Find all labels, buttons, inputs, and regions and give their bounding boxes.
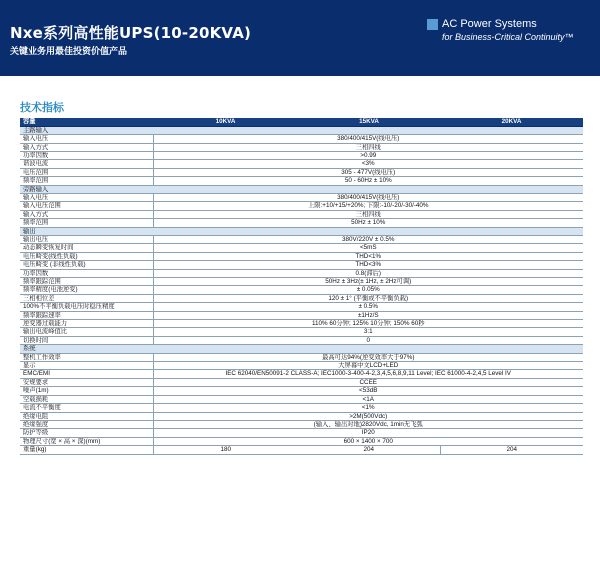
table-row: [20, 370, 583, 378]
row-value: 110% 60分钟; 125% 10分钟; 150% 60秒: [153, 320, 583, 328]
row-value: 120 ± 1° (平衡或不平衡负载): [153, 294, 583, 302]
table-row: [20, 412, 583, 420]
table-row: [20, 311, 583, 319]
table-row: [20, 378, 583, 386]
row-label: 输入电压: [20, 135, 153, 143]
section-label: 系统: [20, 345, 583, 353]
table-row: [20, 420, 583, 428]
row-value: CCEE: [153, 378, 583, 386]
row-value: 0.8(滞后): [153, 269, 583, 277]
row-value: 0: [153, 336, 583, 344]
header-15kva: 15KVA: [298, 118, 440, 126]
table-section-row: [20, 126, 583, 134]
row-value: (输入、输出对地)2820Vdc, 1min无飞弧: [153, 420, 583, 428]
row-value: 50Hz ± 3Hz(± 1Hz, ± 2Hz可调): [153, 278, 583, 286]
table-row: [20, 135, 583, 143]
header-capacity: 容量: [20, 118, 153, 126]
row-value: 305 - 477V(线电压): [153, 168, 583, 176]
row-value: ±1Hz/S: [153, 311, 583, 319]
row-value: IEC 62040/EN50091-2 CLASS-A; IEC1000-3-400-4-2,3,4,5,6,8,9,11 Level; IEC 61000-4-2,4,5 Level IV: [153, 370, 583, 378]
table-row: [20, 286, 583, 294]
table-row: [20, 429, 583, 437]
row-label: 逆变器过载能力: [20, 320, 153, 328]
row-label: 绝缘强度: [20, 420, 153, 428]
spec-table-body: [20, 126, 583, 454]
table-row: [20, 168, 583, 176]
page-subtitle: 关键业务用最佳投资价值产品: [10, 47, 128, 57]
table-row: [20, 177, 583, 185]
section-label: 主路输入: [20, 126, 583, 134]
table-row: [20, 160, 583, 168]
row-value: <1%: [153, 404, 583, 412]
row-value: 380/400/415V(线电压): [153, 135, 583, 143]
row-value: 最高可达94%(逆变效率大于97%): [153, 353, 583, 361]
row-value: 180: [153, 446, 298, 454]
table-section-row: [20, 345, 583, 353]
row-value: 204: [440, 446, 583, 454]
table-row: [20, 387, 583, 395]
row-value: 204: [298, 446, 440, 454]
section-label: 输出: [20, 227, 583, 235]
table-row: [20, 336, 583, 344]
table-row: [20, 294, 583, 302]
row-label: 切换时间: [20, 336, 153, 344]
row-label: 物理尺寸(宽 × 高 × 深)(mm): [20, 437, 153, 445]
table-row: [20, 269, 583, 277]
row-value: 380V/220V ± 0.5%: [153, 235, 583, 243]
table-row: [20, 235, 583, 243]
row-label: 输出电流峰值比: [20, 328, 153, 336]
spec-table: [20, 118, 583, 455]
row-value: 大屏幕中文LCD+LED: [153, 362, 583, 370]
row-value: ± 0.05%: [153, 286, 583, 294]
row-label: 显示: [20, 362, 153, 370]
table-row: [20, 278, 583, 286]
row-value: 380/400/415V(线电压): [153, 193, 583, 201]
row-value: 三相四线: [153, 143, 583, 151]
table-row: [20, 353, 583, 361]
table-row: [20, 404, 583, 412]
brand-tagline: for Business-Critical Continuity™: [442, 32, 574, 42]
row-label: 绝缘电阻: [20, 412, 153, 420]
row-label: 输入方式: [20, 143, 153, 151]
row-value: ± 0.5%: [153, 303, 583, 311]
row-label: 功率因数: [20, 151, 153, 159]
table-row: [20, 362, 583, 370]
row-value: 3:1: [153, 328, 583, 336]
row-label: 输出电压: [20, 235, 153, 243]
row-value: 50Hz ± 10%: [153, 219, 583, 227]
section-title: 技术指标: [20, 101, 64, 114]
row-label: 动态瞬变恢复时间: [20, 244, 153, 252]
row-label: 电流不平衡度: [20, 404, 153, 412]
table-row: [20, 151, 583, 159]
row-label: 输入电压范围: [20, 202, 153, 210]
row-label: 重量(kg): [20, 446, 153, 454]
row-label: 频率跟踪范围: [20, 278, 153, 286]
table-row: [20, 303, 583, 311]
row-label: 三相相位差: [20, 294, 153, 302]
table-row: [20, 252, 583, 260]
table-row: [20, 320, 583, 328]
row-value: 上限:+10/+15/+20%; 下限:-10/-20/-30/-40%: [153, 202, 583, 210]
row-value: <3%: [153, 160, 583, 168]
row-value: <53dB: [153, 387, 583, 395]
table-header-row: [20, 118, 583, 126]
row-value: 50 - 60Hz ± 10%: [153, 177, 583, 185]
brand-name: AC Power Systems: [442, 18, 537, 30]
header-20kva: 20KVA: [440, 118, 583, 126]
row-label: 噪声(1m): [20, 387, 153, 395]
row-label: 安规要求: [20, 378, 153, 386]
row-label: EMC/EMI: [20, 370, 153, 378]
row-label: 电压畸变 (非线性负载): [20, 261, 153, 269]
row-value: IP20: [153, 429, 583, 437]
row-value: >2M(500Vdc): [153, 412, 583, 420]
header-banner: [0, 0, 600, 76]
brand-logo-square-icon: [427, 19, 438, 30]
row-value: THD<1%: [153, 252, 583, 260]
table-row: [20, 328, 583, 336]
row-value: <5mS: [153, 244, 583, 252]
table-section-row: [20, 227, 583, 235]
row-label: 电压畸变(线性负载): [20, 252, 153, 260]
section-label: 旁路输入: [20, 185, 583, 193]
row-label: 空载损耗: [20, 395, 153, 403]
table-row: [20, 446, 583, 454]
table-row: [20, 210, 583, 218]
page-title: Nxe系列高性能UPS(10-20KVA): [10, 24, 252, 42]
table-row: [20, 193, 583, 201]
row-label: 功率因数: [20, 269, 153, 277]
row-label: 频率精度(电池逆变): [20, 286, 153, 294]
row-label: 输入电压: [20, 193, 153, 201]
table-row: [20, 437, 583, 445]
table-row: [20, 143, 583, 151]
row-label: 频率范围: [20, 177, 153, 185]
row-label: 100%不平衡负载电压时稳压精度: [20, 303, 153, 311]
row-value: THD<3%: [153, 261, 583, 269]
table-row: [20, 219, 583, 227]
table-row: [20, 202, 583, 210]
table-row: [20, 261, 583, 269]
table-row: [20, 244, 583, 252]
row-label: 电压范围: [20, 168, 153, 176]
row-label: 防护等级: [20, 429, 153, 437]
row-value: <1A: [153, 395, 583, 403]
row-value: 三相四线: [153, 210, 583, 218]
row-label: 频率跟踪速率: [20, 311, 153, 319]
row-label: 输入方式: [20, 210, 153, 218]
row-label: 谐波电流: [20, 160, 153, 168]
row-label: 整机工作效率: [20, 353, 153, 361]
row-value: >0.99: [153, 151, 583, 159]
table-section-row: [20, 185, 583, 193]
table-row: [20, 395, 583, 403]
row-label: 频率范围: [20, 219, 153, 227]
header-10kva: 10KVA: [153, 118, 298, 126]
row-value: 600 × 1400 × 700: [153, 437, 583, 445]
